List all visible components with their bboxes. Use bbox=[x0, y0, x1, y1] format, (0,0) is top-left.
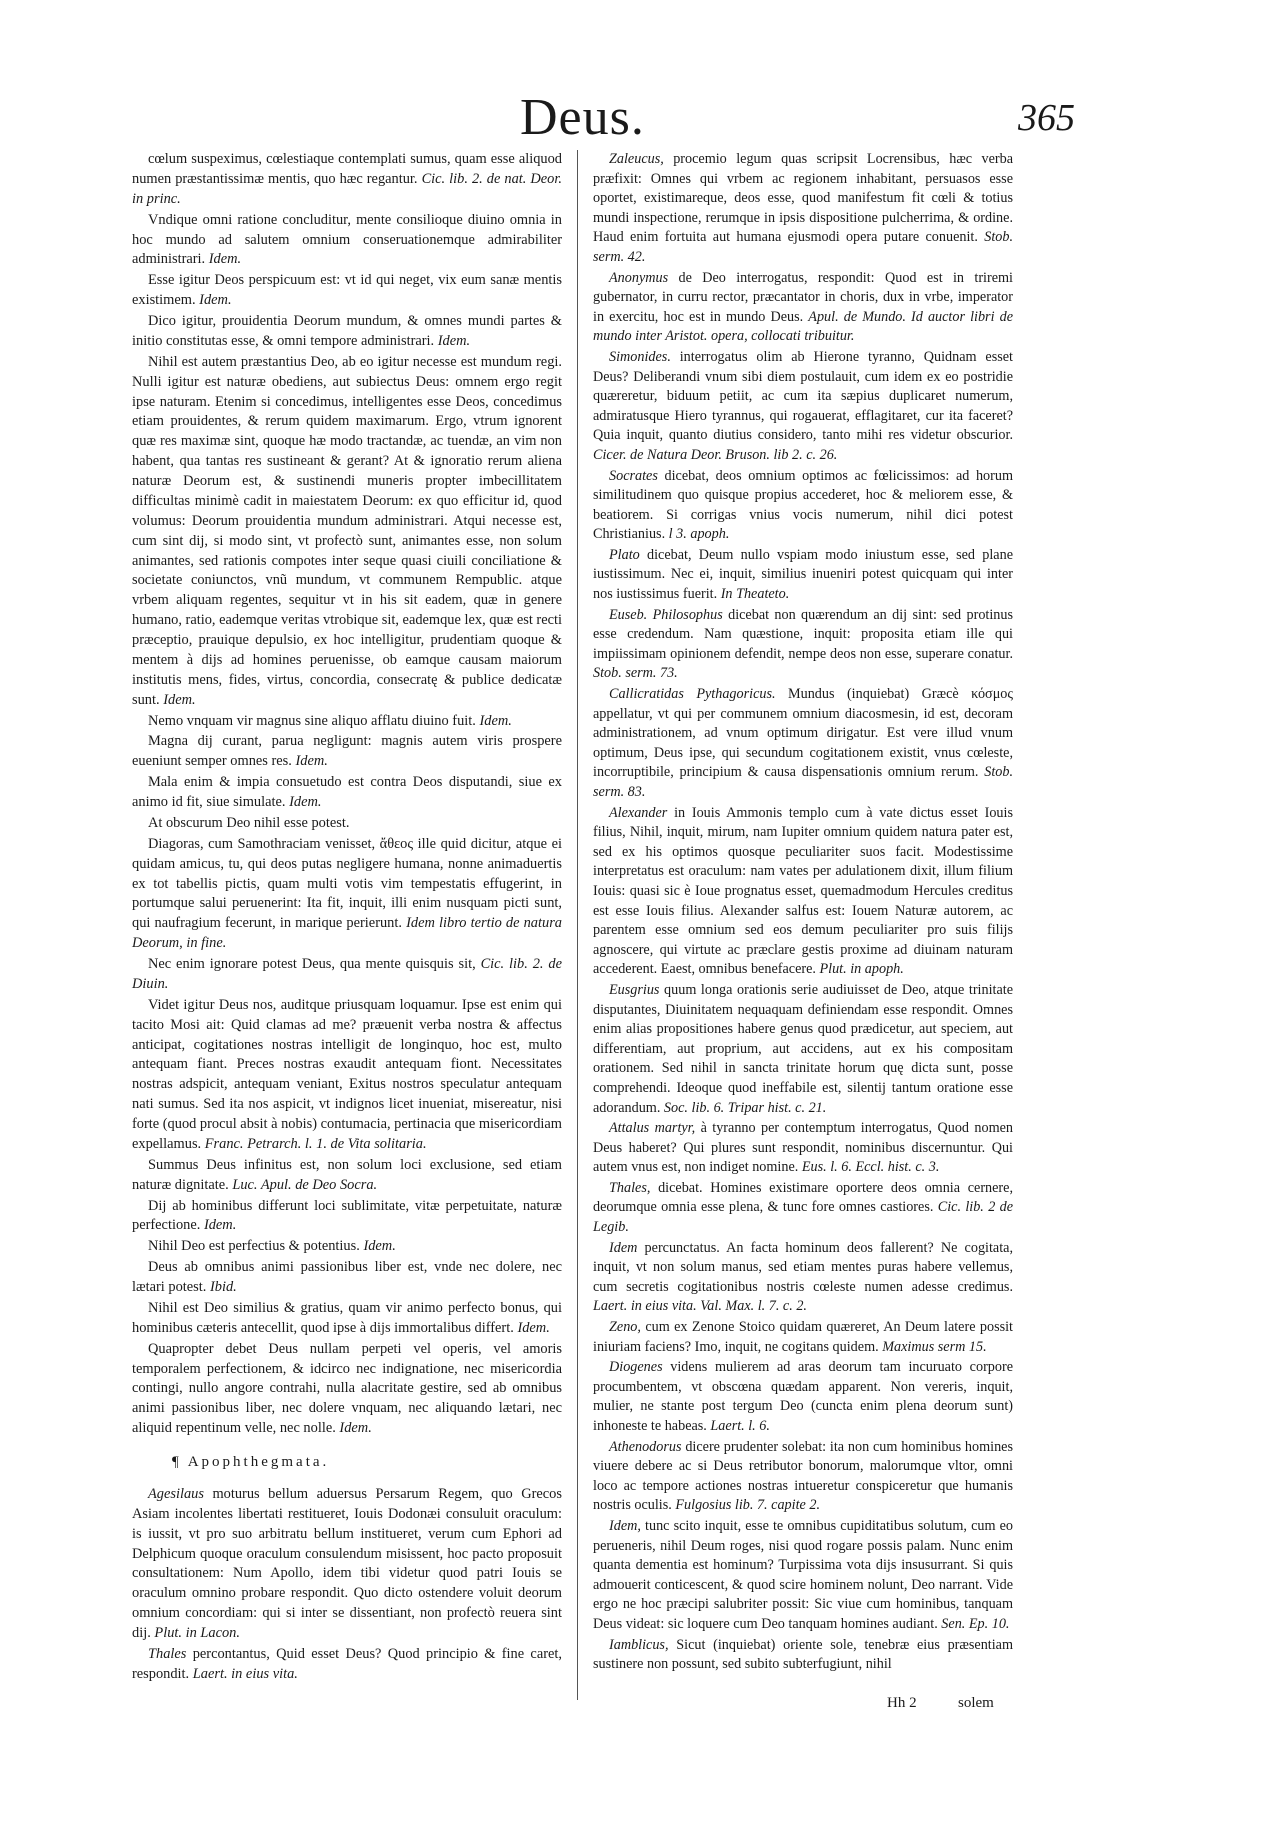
speaker-name: Diogenes bbox=[609, 1359, 663, 1376]
citation: Cic. lib. 2. de nat. Deor. in princ. bbox=[132, 170, 562, 207]
speaker-name: Thales, bbox=[609, 1179, 651, 1196]
paragraph bbox=[132, 773, 562, 813]
citation: Ibid. bbox=[209, 1279, 237, 1295]
citation: Idem. bbox=[479, 712, 512, 729]
paragraph bbox=[593, 1318, 1013, 1357]
signature-mark: Hh 2 bbox=[887, 1695, 917, 1711]
paragraph bbox=[593, 546, 1013, 605]
citation: Sen. Ep. 10. bbox=[941, 1615, 1010, 1632]
citation: Laert. l. 6. bbox=[710, 1418, 770, 1434]
speaker-name: Zeno, bbox=[609, 1319, 641, 1336]
right-column bbox=[593, 150, 1013, 1676]
citation: Laert. in eius vita. Val. Max. l. 7. c. 2. bbox=[593, 1298, 807, 1315]
paragraph-text: dicebat. Homines existimare oportere deos omnia cernere, deorumque omnia esse plena, & tunc fore omnes castiores. bbox=[593, 1179, 1014, 1216]
paragraph bbox=[132, 1197, 562, 1237]
speaker-name: Athenodorus bbox=[609, 1438, 682, 1455]
speaker-name: Socrates bbox=[609, 467, 658, 484]
paragraph-text: Mundus (inquiebat) Græcè κόσμος appellatur, vt qui per communem omnium diacosmesin, id est, decoram administrationem, ad vnum optimum dirigatur. Est vere illud vnum optimum, Deus ipse, qui secundum cogitationem existit, vnus cœleste, incorruptibile, principium & causa dispensationis omnium rerum. bbox=[593, 686, 1014, 781]
citation: Idem. bbox=[295, 753, 328, 770]
paragraph-text: Nihil est Deo similius & gratius, quam vir animo perfecto bonus, qui hominibus cæteris antecellit, quod ipse à dijs immortalibus differt. bbox=[132, 1299, 562, 1336]
paragraph-text: dicebat, deos omnium optimos ac fœlicissimos: ad horum similitudinem quo quisque propius accederet, hoc & meliorem esse, & beatiorem. Si corrigas vnius vocis numerum, nihil dici potest Christianius. bbox=[593, 467, 1014, 543]
citation: Idem. bbox=[199, 292, 232, 309]
paragraph-text: dicebat non quærendum an dij sint: sed protinus esse credendum. Nam quæstione, inquit: proposita etiam ille qui impiissimam opinionem defendit, nempe deos non esse, superare conatur. bbox=[593, 606, 1014, 662]
citation: Luc. Apul. de Deo Socra. bbox=[232, 1176, 378, 1193]
speaker-name: Idem, bbox=[609, 1517, 641, 1534]
page-number: 365 bbox=[1018, 97, 1075, 139]
paragraph-text: cum ex Zenone Stoico quidam quæreret, An Deum latere possit iniuriam faciens? Imo, inquit, ne cogitans quidem. bbox=[593, 1319, 1013, 1355]
paragraph-text: dicere prudenter solebat: ita non cum hominibus homines viuere debere ac si Deus retributor bonorum, malorumque vltor, omni loco ac tempore actiones nostras intueretur conspiceretur que humanis nostris oculis. bbox=[593, 1438, 1014, 1514]
paragraph-text: Nihil est autem præstantius Deo, ab eo igitur necesse est mundum regi. Nulli igitur est naturæ obediens, aut subiectus Deus: omnem ergo regit ipse naturam. Etenim si concedimus, intelligentes esse Deos, concedimus etiam prouidentes, & rerum quidem maximarum. Ergo, vtrum ignorent quæ res maximæ sint, quoque hæ modo tractandæ, ac tuendæ, an vim non habent, qua tantas res sustineant & gerant? At & ignoratio rerum aliena naturæ Deorum est, & sustinendi muneris propter imbecillitatem difficultas minimè cadit in maiestatem Deorum: ex quo efficitur id, quod volumus: Deorum prouidentia mundum administrari. Atqui necesse est, cum sint dij, si modo sint, vt profectò sunt, animantes esse, non solum animantes, sed rationis compotes inter seque quasi ciuili conciliatione & societate coniunctos, vnũ mundum, vt communem Rempublic. atque vrbem aliquam regentes, sequitur vt in his sit eadem, quæ in genere humano, ratio, eademque veritas vtrobique sit, eademque lex, quæ est recti præceptio, prauique depulsio, ex hoc intelligitur, prudentiam quoque & mentem à dijs ad homines peruenisse, ob eamque causam maiorum institutis mens, fides, virtus, concordia, consecratę & publice dedicatæ sunt. bbox=[132, 353, 562, 708]
citation: Idem. bbox=[517, 1319, 550, 1336]
citation: Cic. lib. 2. de Diuin. bbox=[132, 956, 562, 992]
paragraph-text: percunctatus. An facta hominum deos fallerent? Ne cogitata, inquit, vt non solum manus, sed etiam mentes puras habere vellemus, cum secretis cogitationibus nostris cœleste numen adesse credimus. bbox=[593, 1239, 1014, 1295]
paragraph-text: quum longa orationis serie audiuisset de Deo, atque trinitate disputantes, Diuinitatem nequaquam definiendam esse respondit. Omnes enim alias propositiones habere genus quod prædicetur, aut speciem, aut differentiam, aut proprium, aut accidens, aut ex his compositam orationem. Sed nihil in sancta trinitate horum quę dicta sunt, posse comprehendi. Ideoque quod ineffabile est, silentij tantum oratione esse adorandum. bbox=[593, 981, 1014, 1116]
paragraph-text: percontantus, Quid esset Deus? Quod principio & fine caret, respondit. bbox=[132, 1645, 562, 1682]
paragraph bbox=[593, 804, 1013, 980]
speaker-name: Alexander bbox=[609, 804, 668, 821]
paragraph-text: Esse igitur Deos perspicuum est: vt id qui neget, vix eum sanæ mentis existimem. bbox=[132, 272, 562, 309]
paragraph bbox=[593, 467, 1013, 545]
paragraph-text: Dij ab hominibus differunt loci sublimitate, vitæ perpetuitate, naturæ perfectione. bbox=[132, 1197, 562, 1234]
section-heading: ¶ Apophthegmata. bbox=[172, 1454, 330, 1470]
paragraph bbox=[132, 955, 562, 995]
citation: l 3. apoph. bbox=[668, 526, 730, 543]
paragraph bbox=[132, 996, 562, 1155]
paragraph-text: tunc scito inquit, esse te omnibus cupiditatibus solutum, cum eo perueneris, nihil Deum roges, nisi quod rogare possis palam. Nunc enim quanta dementia est hominum? Turpissima vota dijs insusurrant. Si quis admouerit conticescent, & quod scire hominem nolunt, Deo narrant. Vide ergo ne hoc præcipi salubriter possit: Sic viue cum hominibus, tanquam Deus videat: sic loquere cum Deo tanquam homines audiant. bbox=[593, 1517, 1013, 1632]
paragraph bbox=[593, 269, 1013, 347]
paragraph-text: At obscurum Deo nihil esse potest. bbox=[148, 814, 350, 831]
citation: Idem. bbox=[437, 332, 471, 349]
paragraph bbox=[132, 271, 562, 311]
paragraph bbox=[132, 353, 562, 711]
paragraph bbox=[132, 1299, 562, 1339]
running-title: Deus. bbox=[520, 89, 645, 146]
paragraph bbox=[132, 1485, 562, 1644]
citation: Eus. l. 6. Eccl. hist. c. 3. bbox=[801, 1159, 940, 1176]
speaker-name: Thales bbox=[148, 1645, 187, 1662]
citation: Idem libro tertio de natura Deorum, in fine. bbox=[132, 915, 562, 952]
paragraph bbox=[593, 685, 1013, 803]
citation: Soc. lib. 6. Tripar hist. c. 21. bbox=[663, 1099, 827, 1116]
paragraph-text: Sicut (inquiebat) oriente sole, tenebræ eius præsentiam sustinere non possunt, sed subito subterfugiunt, nihil bbox=[593, 1636, 1014, 1673]
paragraph bbox=[593, 606, 1013, 684]
paragraph-text: in Iouis Ammonis templo cum à vate dictus esset Iouis filius, Nihil, inquit, mirum, nam Iupiter omnium quidem natura pater est, sed ex his optimos quosque peculiariter suos facit. Modestissime interpretatus est oraculum: nam vates per adulationem dixit, illum filium Iouis: quasi sic è Ioue prognatus esset, quemadmodum Hercules creditus est esse Iouis filius. Alexander salfus est: Iouem Naturæ autorem, ac parentem esse omnium sed eos demum peculiariter pro suis filijs agnoscere, qui virtute ac præclare gestis proxime ad diuinam naturam accederent. Eaest, omnibus benefacere. bbox=[593, 804, 1013, 978]
citation: Plut. in Lacon. bbox=[154, 1625, 240, 1641]
paragraph-text: Vndique omni ratione concluditur, mente consilioque diuino omnia in hoc mundo ad salutem omnium conseruationemque admirabiliter administrari. bbox=[132, 211, 562, 268]
paragraph bbox=[593, 1358, 1013, 1436]
paragraph bbox=[593, 1636, 1013, 1675]
paragraph bbox=[132, 814, 562, 834]
paragraph bbox=[593, 1517, 1013, 1635]
paragraph-text: Nemo vnquam vir magnus sine aliquo afflatu diuino fuit. bbox=[148, 712, 476, 729]
paragraph bbox=[132, 1340, 562, 1439]
citation: Fulgosius lib. 7. capite 2. bbox=[675, 1497, 821, 1514]
paragraph bbox=[593, 1438, 1013, 1516]
paragraph bbox=[132, 211, 562, 271]
citation: Idem. bbox=[203, 1217, 237, 1234]
paragraph-text: videns mulierem ad aras deorum tam incuruato corpore procumbentem, vt obscœna quædam apparent. Non vereris, inquit, mulier, ne stante post tergum Deo (cuncta enim plena deorum sunt) inhoneste te habeas. bbox=[593, 1359, 1013, 1434]
paragraph bbox=[132, 1156, 562, 1196]
citation: Maximus serm 15. bbox=[882, 1338, 987, 1355]
paragraph bbox=[593, 1119, 1013, 1178]
paragraph bbox=[593, 348, 1013, 466]
paragraph-text: Mala enim & impia consuetudo est contra Deos disputandi, siue ex animo id fit, siue simulate. bbox=[132, 774, 562, 810]
speaker-name: Anonymus bbox=[609, 269, 669, 286]
paragraph-text: Nec enim ignorare potest Deus, qua mente quisquis sit, bbox=[148, 956, 476, 972]
speaker-name: Euseb. Philosophus bbox=[609, 606, 723, 623]
citation: Idem. bbox=[339, 1420, 372, 1437]
paragraph-text: Deus ab omnibus animi passionibus liber est, vnde nec dolere, nec lætari potest. bbox=[132, 1259, 562, 1295]
paragraph bbox=[593, 1179, 1013, 1238]
paragraph bbox=[132, 1258, 562, 1298]
citation: Idem. bbox=[163, 691, 196, 708]
citation: Idem. bbox=[289, 794, 322, 810]
citation: Idem. bbox=[208, 251, 242, 268]
paragraph-text: à tyranno per contemptum interrogatus, Quod nomen Deus haberet? Qui plures sunt respondit, nominibus discernuntur. Qui autem vnus est, non indiget nomine. bbox=[593, 1120, 1014, 1176]
paragraph-text: Summus Deus infinitus est, non solum loci exclusione, sed etiam naturæ dignitate. bbox=[132, 1156, 562, 1193]
column-divider bbox=[577, 150, 578, 1700]
citation: Plut. in apoph. bbox=[819, 961, 904, 978]
paragraph bbox=[132, 1237, 562, 1257]
paragraph-text: interrogatus olim ab Hierone tyranno, Quidnam esset Deus? Deliberandi vnum sibi diem postulauit, cum idem ex eo postridie quæreretur, biduum petiit, ac cum ita sæpius duplicaret numerum, admiratusque Hiero tyrannus, qui rogauerat, efflagitaret, cur ita faceret? Quia inquit, quanto diutius considero, tanto mihi res videtur obscurior. bbox=[593, 348, 1013, 444]
paragraph-text: procemio legum quas scripsit Locrensibus, hæc verba præfixit: Omnes qui vrbem ac regionem inhabitant, persuasos esse oportet, existimareque, deos esse, quod manifestum fit cœli & totius mundi inspectione, rerumque in ipsis dispositione pulcherrima, & ordine. Haud enim fortuita aut humana ejusmodi opera putare conuenit. bbox=[593, 151, 1013, 246]
paragraph bbox=[132, 835, 562, 954]
paragraph bbox=[132, 312, 562, 352]
citation: Apul. de Mundo. Id auctor libri de mundo inter Aristot. opera, collocati tribuitur. bbox=[593, 308, 1013, 345]
paragraph bbox=[132, 150, 562, 210]
paragraph bbox=[593, 1239, 1013, 1317]
paragraph-text: moturus bellum aduersus Persarum Regem, quo Grecos Asiam incolentes libertati restitueret, Iouis Dodonæi consuluit oraculum: is iussit, vt pro suo arbitratu bellum institueret, verum cum Ephori ad Delphicum quoque oraculum consulendum misissent, hoc pacto proposuit consultationem: Num Apollo, idem tibi videtur quod patri Iouis se oraculum omnino probare respondit. Quo dicto ostendere voluit deorum omnium concordiam: qui si inter se dissentiant, non profectò reuera sint dij. bbox=[132, 1485, 562, 1641]
paragraph-text: de Deo interrogatus, respondit: Quod est in triremi gubernator, in curru rector, præcantator in choris, dux in vrbe, imperator in exercitu, hoc est in mundo Deus. bbox=[593, 269, 1013, 325]
paragraph-text: Videt igitur Deus nos, auditque priusquam loquamur. Ipse est enim qui tacito Mosi ait: Quid clamas ad me? præuenit verba nostra & affectus anticipat, cogitationes nostras intelligit de longinquo, hoc est, multo antequam fiant. Preces nostras exaudit antequam fiont. Necessitates nostras adspicit, antequam veniant, Exitus nostros speculatur antequam nati sumus. Sed ita nos aspicit, vt indignos licet inueniat, misereatur, nisi forte (quod procul absit à nobis) contumacia, pertinacia que misericordiam expellamus. bbox=[132, 996, 562, 1152]
citation: Cic. lib. 2 de Legib. bbox=[593, 1199, 1014, 1236]
citation: Stob. serm. 73. bbox=[593, 665, 678, 682]
citation: Stob. serm. 83. bbox=[593, 764, 1013, 800]
speaker-name: Idem bbox=[609, 1239, 638, 1256]
paragraph bbox=[132, 712, 562, 732]
paragraph-text: Dico igitur, prouidentia Deorum mundum, & omnes mundi partes & initio constitutas esse, & omni tempore administrari. bbox=[132, 313, 562, 349]
speaker-name: Callicratidas Pythagoricus. bbox=[609, 686, 776, 703]
citation: Cicer. de Natura Deor. Bruson. lib 2. c. 26. bbox=[593, 446, 838, 463]
paragraph bbox=[132, 1645, 562, 1685]
speaker-name: Agesilaus bbox=[148, 1485, 204, 1502]
speaker-name: Simonides. bbox=[609, 348, 671, 365]
speaker-name: Eusgrius bbox=[609, 981, 660, 998]
paragraph bbox=[593, 150, 1013, 268]
paragraph-text: Nihil Deo est perfectius & potentius. bbox=[148, 1238, 360, 1255]
paragraph-text: Quapropter debet Deus nullam perpeti vel operis, vel amoris temporalem perfectionem, & idcirco nec indignatione, nec misericordia contingi, nullo angore contrahi, nulla alacritate gestire, sed ab omnibus animi passionibus liber, nec dolere vnquam, nec aliquando lætari, nec aliquid repentinum velle, nec nolle. bbox=[132, 1340, 562, 1437]
paragraph bbox=[593, 981, 1013, 1118]
paragraph-text: cœlum suspeximus, cœlestiaque contemplati sumus, quam esse aliquod numen præstantissimæ mentis, quo hæc regantur. bbox=[132, 151, 562, 187]
citation: Stob. serm. 42. bbox=[593, 229, 1013, 265]
citation: Franc. Petrarch. l. 1. de Vita solitaria. bbox=[204, 1135, 427, 1152]
speaker-name: Iamblicus, bbox=[609, 1636, 669, 1653]
paragraph-text: Magna dij curant, parua negligunt: magnis autem viris prospere eueniunt semper omnes res. bbox=[132, 733, 562, 770]
speaker-name: Plato bbox=[609, 546, 640, 563]
left-column bbox=[132, 150, 562, 1686]
paragraph-text: dicebat, Deum nullo vspiam modo iniustum esse, sed plane iustissimum. Nec ei, inquit, similius inueniri potest quicquam qui inter nos iustissimus fuerit. bbox=[593, 546, 1013, 603]
citation: Idem. bbox=[363, 1238, 396, 1255]
citation: In Theateto. bbox=[720, 586, 790, 603]
paragraph bbox=[132, 732, 562, 772]
catchword: solem bbox=[958, 1695, 994, 1711]
speaker-name: Zaleucus, bbox=[609, 151, 664, 167]
paragraph-text: Diagoras, cum Samothraciam venisset, ἄθεος ille quid dicitur, atque ei quidam amicus, tu, qui deos putas negligere humana, nonne animaduertis ex tot tabellis pictis, quam multi votis vim tempestatis effugerint, in portumque salui peruenerint: Ita fit, inquit, illi enim nusquam picti sunt, qui naufragium fecerunt, in marique perierunt. bbox=[132, 835, 562, 932]
citation: Laert. in eius vita. bbox=[192, 1665, 298, 1682]
speaker-name: Attalus martyr, bbox=[609, 1120, 696, 1137]
